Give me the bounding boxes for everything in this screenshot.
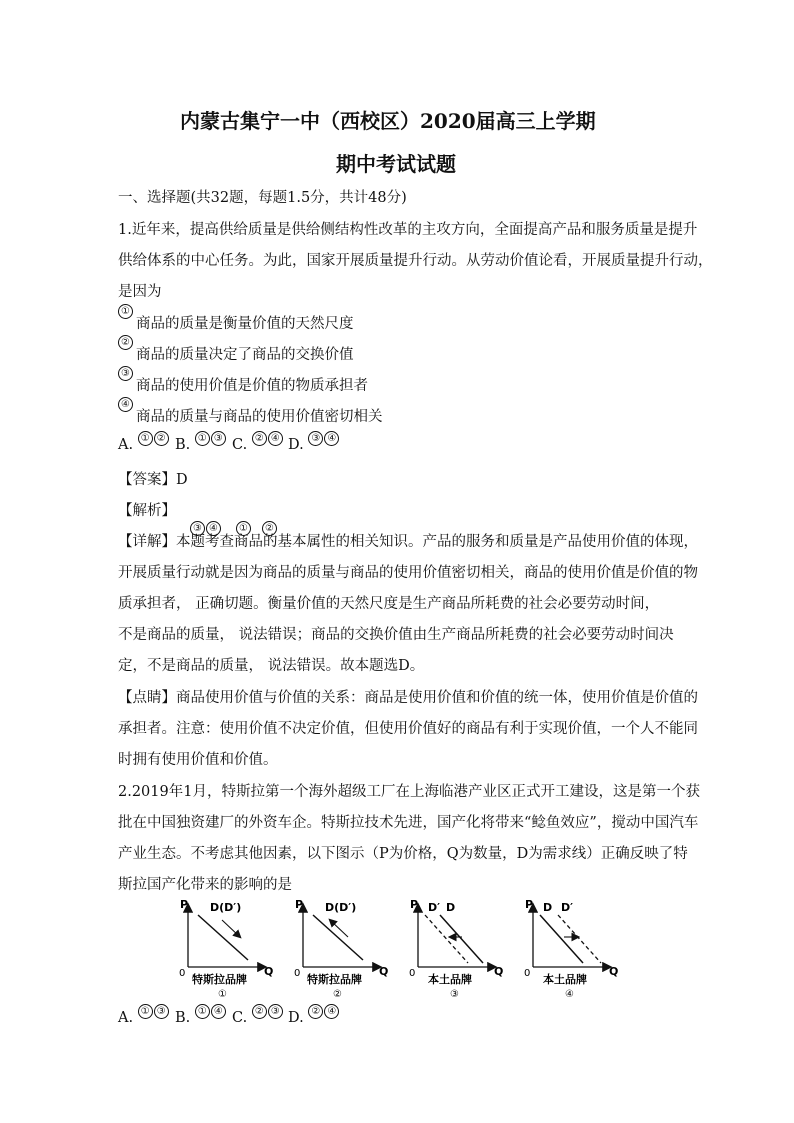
q1-choice-b — [175, 432, 227, 453]
q1-answer: 【答案】D — [118, 472, 188, 488]
title-line-1: 内蒙古集宁一中（西校区）2020届高三上学期 — [180, 109, 596, 133]
choice-letter: B. — [175, 437, 191, 453]
q1-option-1-text: 商品的质量是衡量价值的天然尺度 — [136, 316, 354, 332]
graph-2 — [294, 898, 388, 1000]
circle-mark: ④ — [211, 1004, 226, 1019]
graph-3-curve-label-2: D — [446, 901, 456, 914]
graph-2-p-label: P — [295, 898, 304, 911]
q1-choice-d — [288, 432, 340, 453]
graph-1-number: ① — [218, 989, 227, 1000]
graph-3-curve-label-1: D′ — [428, 901, 441, 914]
q1-line-2: 供给体系的中心任务。为此，国家开展质量提升行动。从劳动价值论看，开展质量提升行动， — [118, 253, 713, 269]
graph-3-origin: 0 — [409, 968, 416, 979]
circle-mark: ③ — [211, 431, 226, 446]
q1-detail-line-2: 开展质量行动就是因为商品的质量与商品的使用价值密切相关，商品的使用价值是价值的物 — [118, 565, 698, 581]
q1-choice-c — [232, 432, 284, 453]
q1-detail-line-3: 质承担者， 正确切题。衡量价值的天然尺度是生产商品所耗费的社会必要劳动时间， — [118, 596, 660, 612]
graph-3-number: ③ — [450, 989, 459, 1000]
circle-mark: ② — [118, 335, 133, 350]
q2-choice-c — [232, 1005, 284, 1026]
graph-3 — [409, 898, 503, 1000]
graph-2-number: ② — [333, 989, 342, 1000]
circle-mark: ① — [138, 431, 153, 446]
graph-2-caption: 特斯拉品牌 — [307, 973, 362, 986]
choice-letter: C. — [232, 437, 248, 453]
q1-detail-line-1: 【详解】本题考查商品的基本属性的相关知识。产品的服务和质量是产品使用价值的体现， — [118, 534, 698, 550]
choice-letter: C. — [232, 1010, 248, 1026]
graph-4-curve-label-1: D — [543, 901, 553, 914]
graph-3-p-label: P — [410, 898, 419, 911]
q1-comment-line-3: 时拥有使用价值和价值。 — [118, 752, 278, 768]
choice-letter: A. — [118, 1010, 134, 1026]
q2-line-3: 产业生态。不考虑其他因素，以下图示（P为价格，Q为数量，D为需求线）正确反映了特 — [118, 846, 688, 862]
choice-letter: D. — [288, 1010, 304, 1026]
circle-mark: ③ — [308, 431, 323, 446]
circle-mark: ④ — [118, 397, 133, 412]
choice-letter: D. — [288, 437, 304, 453]
q1-option-3 — [118, 365, 134, 381]
graph-4-origin: 0 — [524, 968, 531, 979]
circle-mark: ① — [195, 431, 210, 446]
circle-mark: ④ — [324, 1004, 339, 1019]
circle-mark: ① — [138, 1004, 153, 1019]
q1-option-1 — [118, 303, 134, 319]
graph-4-p-label: P — [525, 898, 534, 911]
q1-option-4-text: 商品的质量与商品的使用价值密切相关 — [136, 409, 383, 425]
graph-2-origin: 0 — [294, 968, 301, 979]
q1-detail-line-5: 定，不是商品的质量， 说法错误。故本题选D。 — [118, 658, 425, 674]
q2-line-2: 批在中国独资建厂的外资车企。特斯拉技术先进，国产化将带来“鲶鱼效应”，搅动中国汽车 — [118, 815, 699, 831]
q1-analysis-heading: 【解析】 — [118, 503, 176, 519]
graph-1 — [179, 898, 273, 1000]
circle-mark: ② — [308, 1004, 323, 1019]
graph-4-caption: 本土品牌 — [543, 973, 587, 986]
q1-choice-a — [118, 432, 170, 453]
q1-line-1: 1.近年来，提高供给质量是供给侧结构性改革的主攻方向，全面提高产品和服务质量是提升 — [118, 222, 698, 238]
q1-detail-line-4: 不是商品的质量， 说法错误；商品的交换价值由生产商品所耗费的社会必要劳动时间决 — [118, 627, 674, 643]
graph-1-p-label: P — [180, 898, 189, 911]
q2-choice-d — [288, 1005, 340, 1026]
graph-2-q-label: Q — [379, 965, 389, 978]
q2-figure — [170, 895, 630, 1000]
title-line-2: 期中考试试题 — [336, 152, 456, 176]
q1-option-2 — [118, 334, 134, 350]
graph-1-curve-label: D(D′) — [210, 901, 242, 914]
choice-letter: A. — [118, 437, 134, 453]
circle-mark: ③ — [190, 521, 205, 536]
graph-3-caption: 本土品牌 — [428, 973, 472, 986]
circle-mark: ② — [252, 1004, 267, 1019]
q2-line-1: 2.2019年1月，特斯拉第一个海外超级工厂在上海临港产业区正式开工建设，这是第一个获 — [118, 784, 700, 800]
circle-mark: ④ — [268, 431, 283, 446]
q2-choice-b — [175, 1005, 227, 1026]
q1-comment-line-2: 承担者。注意：使用价值不决定价值，但使用价值好的商品有利于实现价值，一个人不能同 — [118, 721, 698, 737]
graph-1-q-label: Q — [264, 965, 274, 978]
q2-line-4: 斯拉国产化带来的影响的是 — [118, 877, 292, 893]
graph-4-q-label: Q — [609, 965, 619, 978]
graph-2-curve-label: D(D′) — [325, 901, 357, 914]
section-heading: 一、选择题(共32题，每题1.5分，共计48分) — [118, 190, 407, 206]
circle-mark: ② — [262, 521, 277, 536]
circle-mark: ④ — [206, 521, 221, 536]
graph-1-caption: 特斯拉品牌 — [192, 973, 247, 986]
graph-4 — [524, 898, 618, 1000]
graph-4-curve-label-2: D′ — [561, 901, 574, 914]
q1-line-3: 是因为 — [118, 284, 162, 300]
q2-choice-a — [118, 1005, 170, 1026]
circle-mark: ③ — [154, 1004, 169, 1019]
q1-option-2-text: 商品的质量决定了商品的交换价值 — [136, 347, 354, 363]
q1-comment-line-1: 【点睛】商品使用价值与价值的关系：商品是使用价值和价值的统一体，使用价值是价值的 — [118, 690, 698, 706]
circle-mark: ① — [195, 1004, 210, 1019]
q1-option-3-text: 商品的使用价值是价值的物质承担者 — [136, 378, 368, 394]
circle-mark: ② — [154, 431, 169, 446]
graph-1-origin: 0 — [179, 968, 186, 979]
circle-mark: ④ — [324, 431, 339, 446]
choice-letter: B. — [175, 1010, 191, 1026]
circle-mark: ③ — [268, 1004, 283, 1019]
q1-option-4 — [118, 396, 134, 412]
graph-4-number: ④ — [565, 989, 574, 1000]
graph-3-q-label: Q — [494, 965, 504, 978]
circle-mark: ① — [118, 304, 133, 319]
circle-mark: ① — [236, 521, 251, 536]
circle-mark: ② — [252, 431, 267, 446]
circle-mark: ③ — [118, 366, 133, 381]
